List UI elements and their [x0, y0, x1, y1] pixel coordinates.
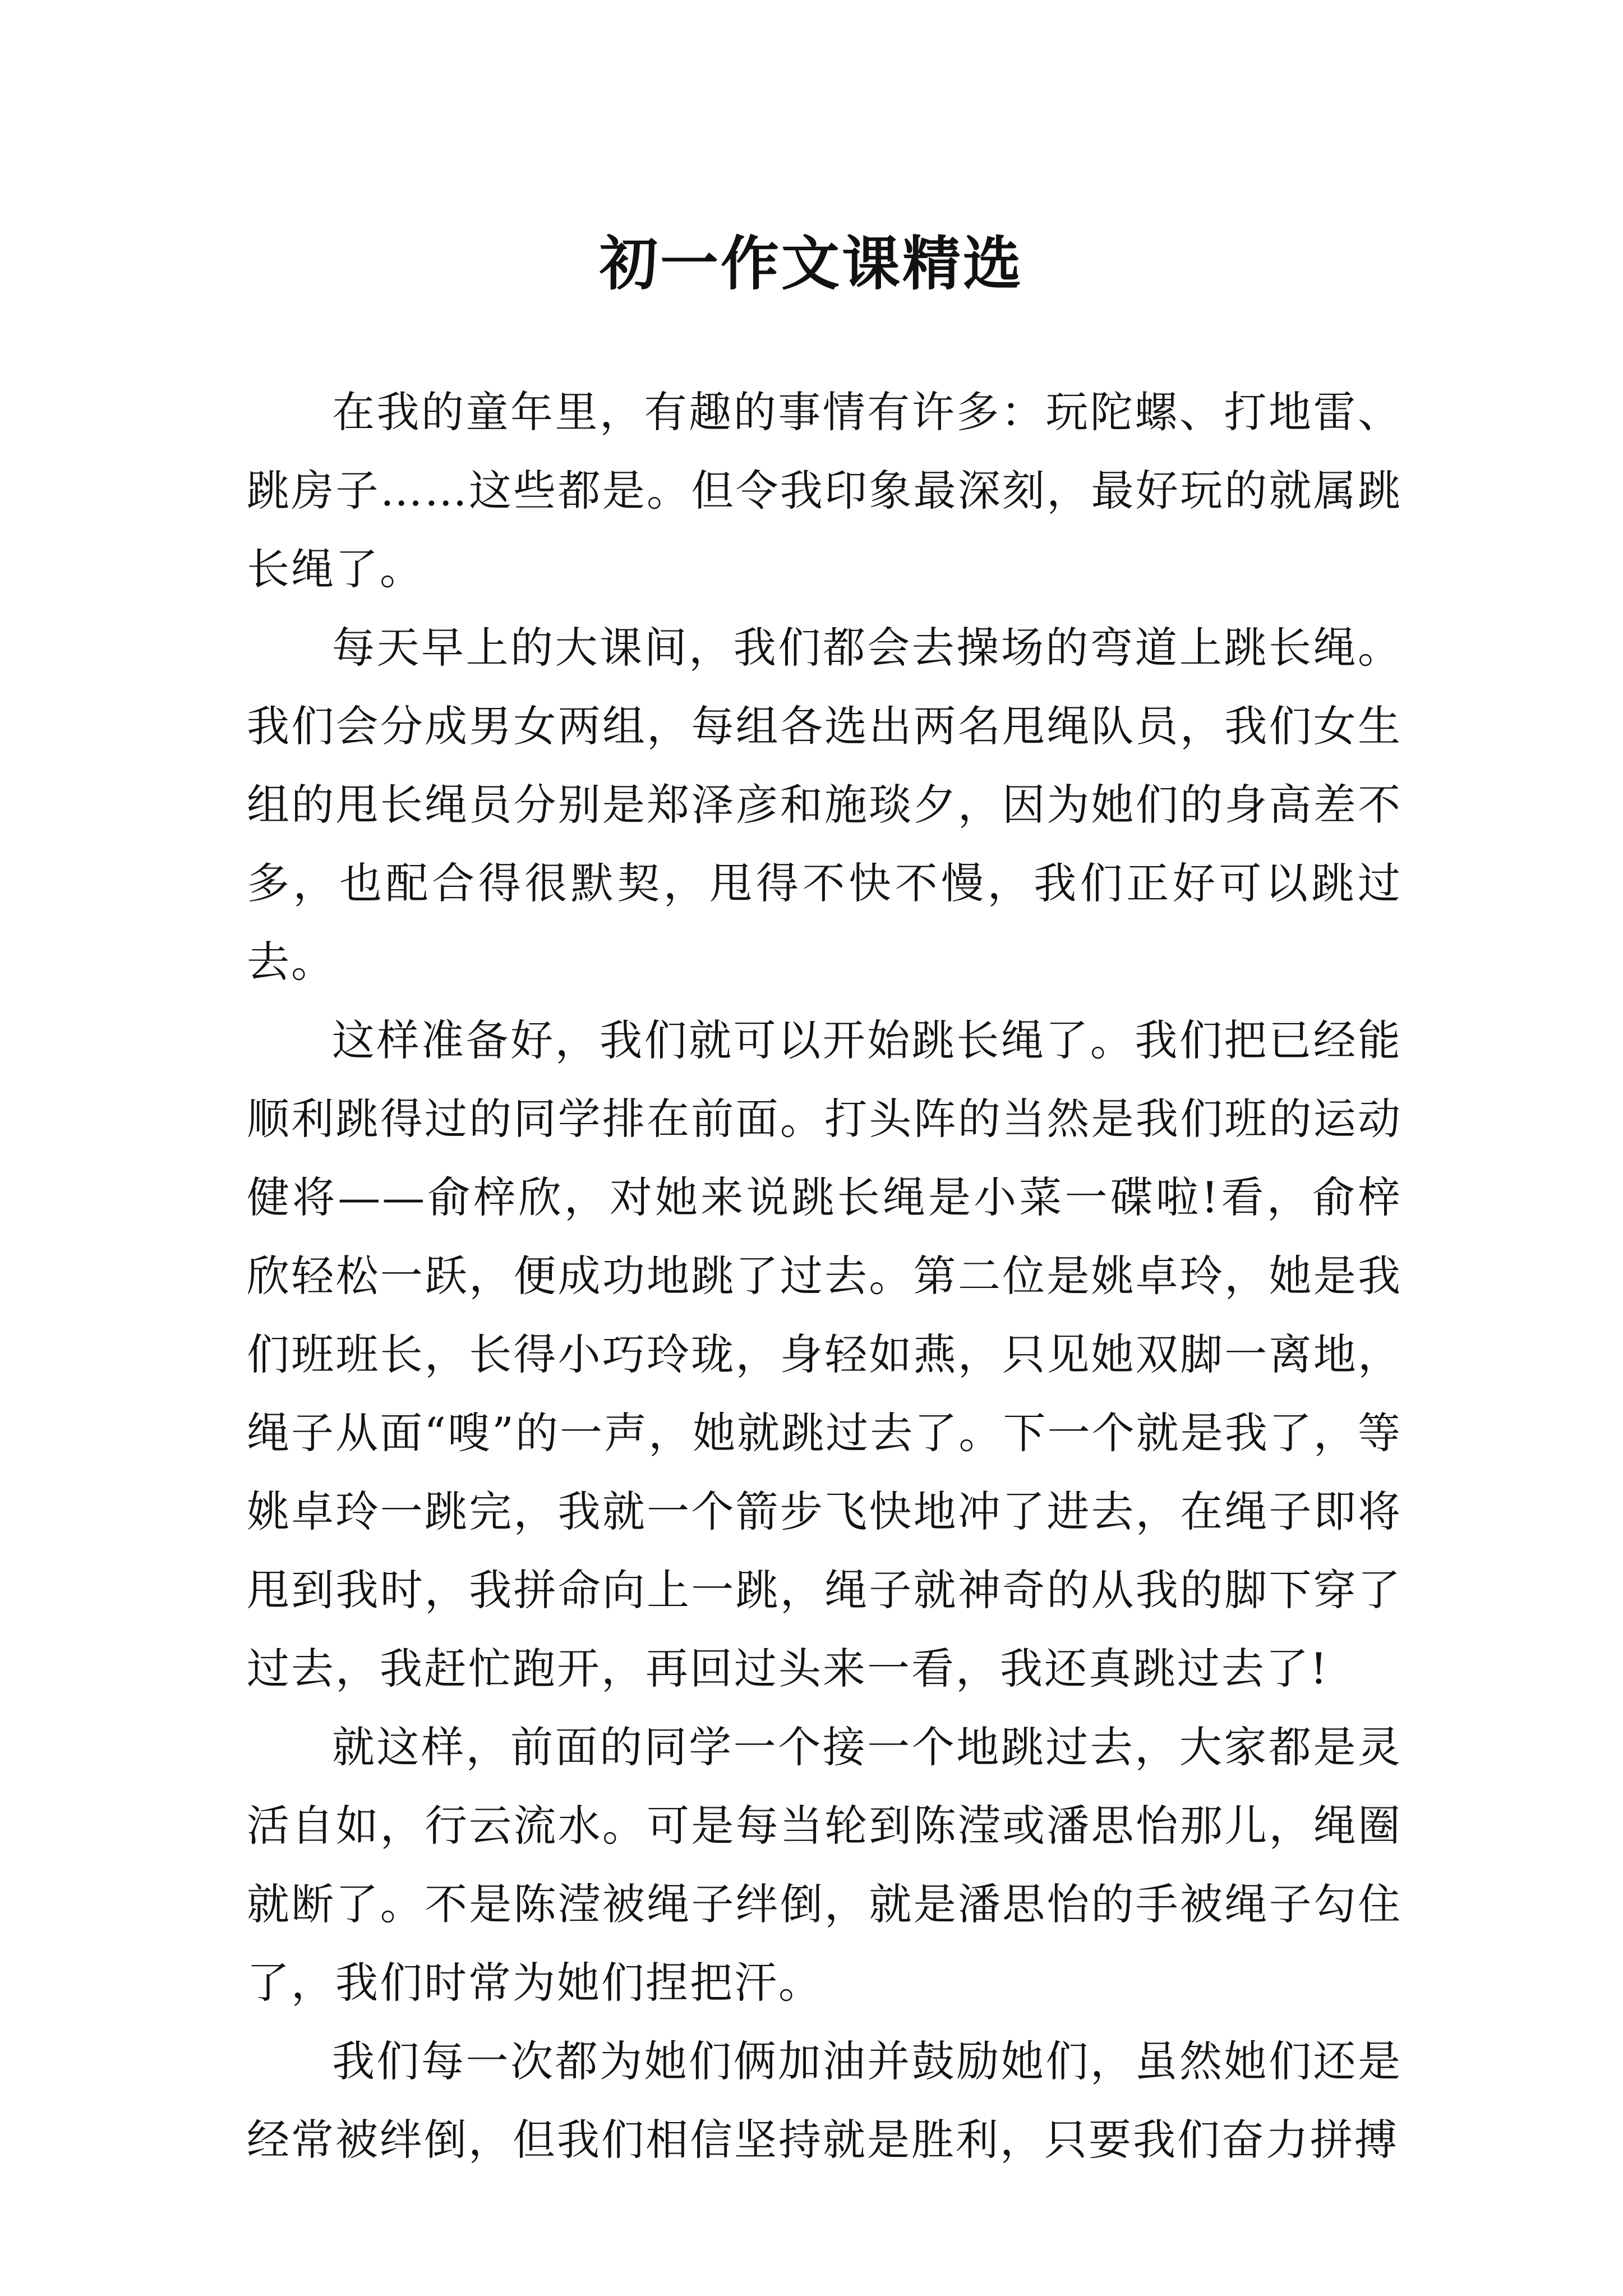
- paragraph-4: 就这样，前面的同学一个接一个地跳过去，大家都是灵活自如，行云流水。可是每当轮到陈滢或潘思怡那儿，绳圈就断了。不是陈滢被绳子绊倒，就是潘思怡的手被绳子勾住了，我们时常为她们捏把汗。: [247, 1722, 1402, 2008]
- paragraph-5: 我们每一次都为她们俩加油并鼓励她们，虽然她们还是经常被绊倒，但我们相信坚持就是胜利，只要我们奋力拼搏: [247, 2036, 1402, 2165]
- document-body: [247, 373, 1402, 2179]
- paragraph-2: 每天早上的大课间，我们都会去操场的弯道上跳长绳。我们会分成男女两组，每组各选出两名甩绳队员，我们女生组的甩长绳员分别是郑泽彦和施琰夕，因为她们的身高差不多，也配合得很默契，甩得不快不慢，我们正好可以跳过去。: [247, 623, 1402, 987]
- document-title: 初一作文课精选: [599, 228, 1023, 298]
- paragraph-1: 在我的童年里，有趣的事情有许多：玩陀螺、打地雷、跳房子……这些都是。但令我印象最深刻，最好玩的就属跳长绳了。: [247, 387, 1402, 594]
- paragraph-3: 这样准备好，我们就可以开始跳长绳了。我们把已经能顺利跳得过的同学排在前面。打头阵的当然是我们班的运动健将——俞梓欣，对她来说跳长绳是小菜一碟啦!看，俞梓欣轻松一跃，便成功地跳了过去。第二位是姚卓玲，她是我们班班长，长得小巧玲珑，身轻如燕，只见她双脚一离地，绳子从面“嗖”的一声，她就跳过去了。下一个就是我了，等姚卓玲一跳完，我就一个箭步飞快地冲了进去，在绳子即将甩到我时，我拼命向上一跳，绳子就神奇的从我的脚下穿了过去，我赶忙跑开，再回过头来一看，我还真跳过去了!: [247, 1015, 1402, 1694]
